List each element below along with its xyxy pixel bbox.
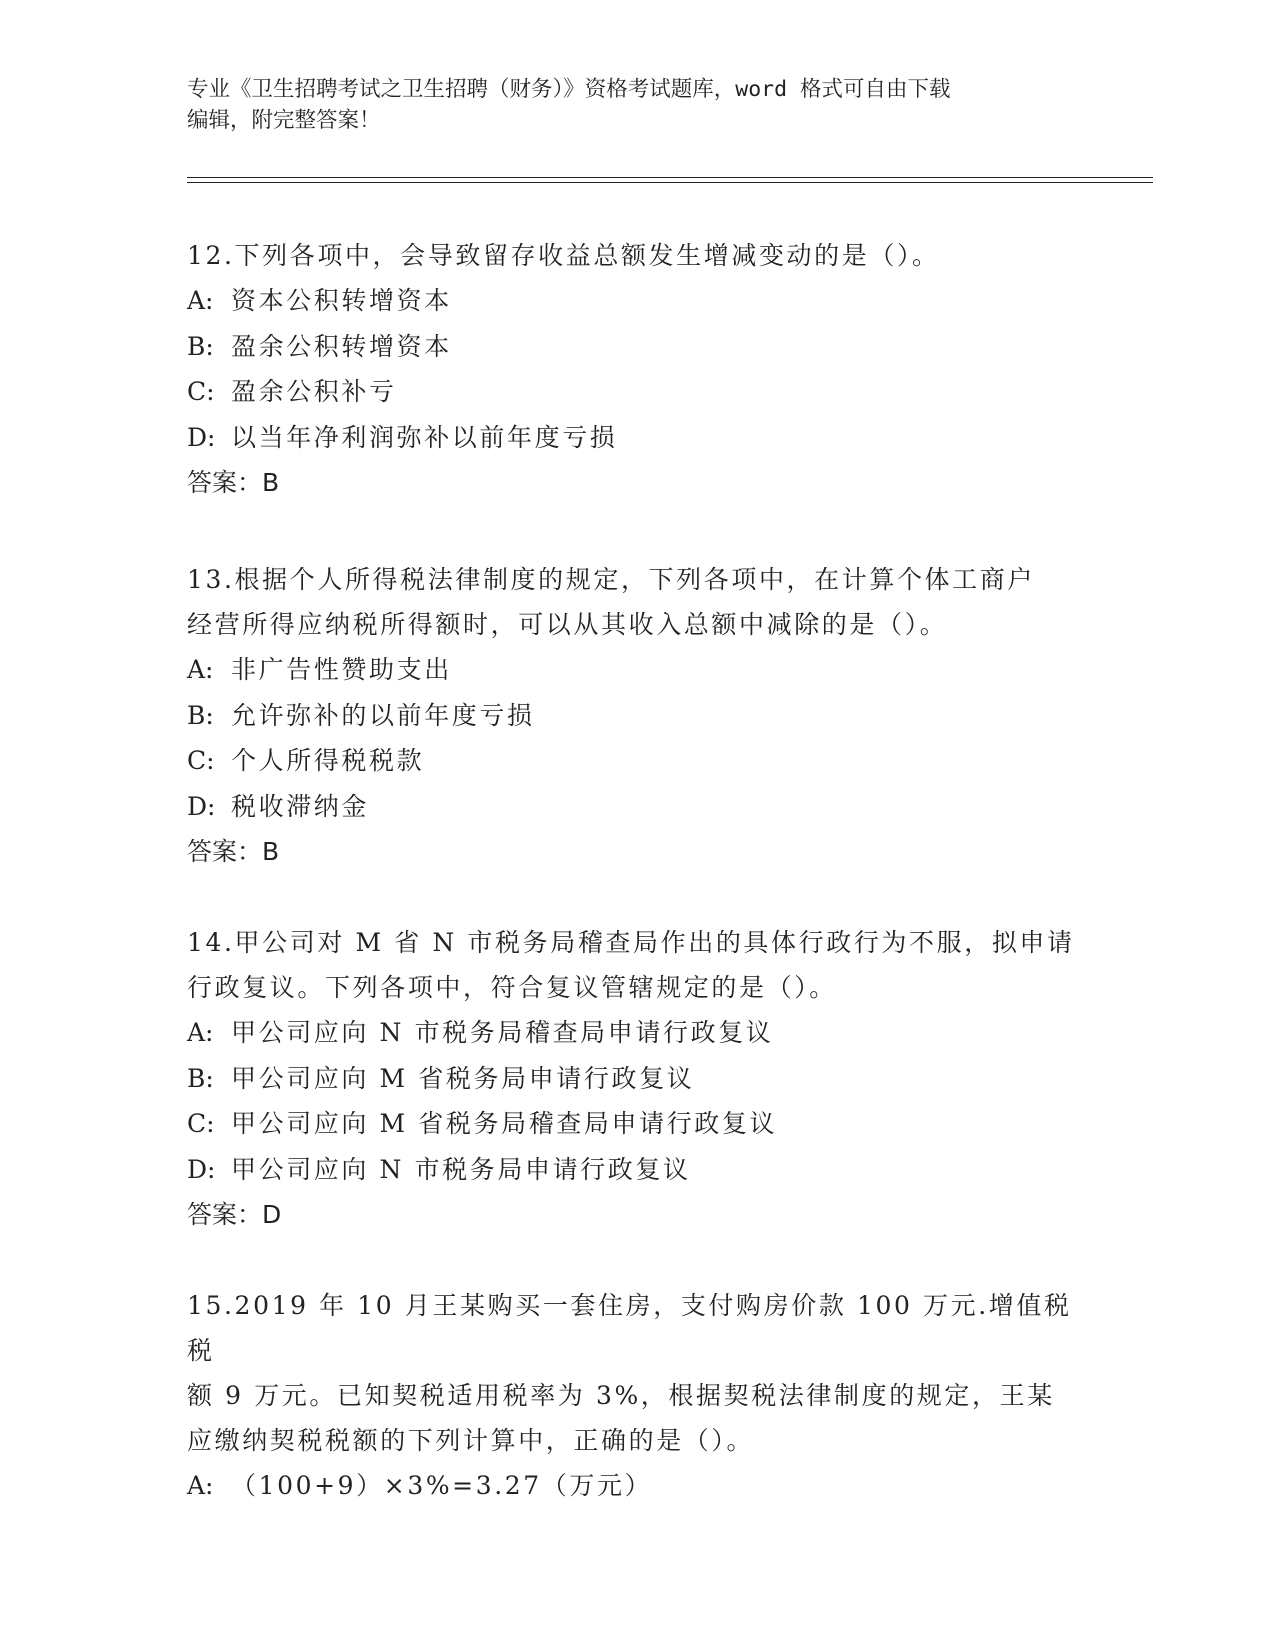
- option-key: A:: [187, 1018, 214, 1047]
- option-a: [187, 278, 1087, 324]
- option-b: [187, 324, 1087, 370]
- header-divider-bottom: [187, 182, 1153, 183]
- option-text: 甲公司应向 N 市税务局稽查局申请行政复议: [231, 1018, 774, 1047]
- option-text: 甲公司应向 M 省税务局申请行政复议: [231, 1063, 695, 1093]
- option-text: 盈余公积补亏: [231, 377, 397, 406]
- answer-line: 答案：B: [187, 837, 280, 866]
- option-a: [187, 1010, 1087, 1056]
- question-12: [187, 233, 1087, 505]
- header-divider-top: [187, 177, 1153, 178]
- option-key: C:: [187, 746, 215, 775]
- question-stem: 12.下列各项中，会导致留存收益总额发生增减变动的是（）。: [187, 241, 940, 270]
- question-stem-line: 经营所得应纳税所得额时，可以从其收入总额中减除的是（）。: [187, 610, 948, 639]
- option-text: 允许弥补的以前年度亏损: [231, 700, 535, 730]
- option-c: [187, 738, 1087, 784]
- option-a: [187, 1463, 1087, 1509]
- option-a: [187, 647, 1087, 693]
- option-key: B:: [187, 1063, 214, 1093]
- question-stem-line: 14.甲公司对 M 省 N 市税务局稽查局作出的具体行政行为不服，拟申请: [187, 928, 1075, 957]
- option-text: 个人所得税税款: [231, 746, 425, 775]
- question-stem-line: 13.根据个人所得税法律制度的规定，下列各项中，在计算个体工商户: [187, 565, 1035, 594]
- option-key: D:: [187, 791, 216, 821]
- option-text: 甲公司应向 M 省税务局稽查局申请行政复议: [231, 1109, 778, 1138]
- option-text: 资本公积转增资本: [231, 286, 452, 315]
- option-key: B:: [187, 331, 214, 361]
- option-key: A:: [187, 1471, 214, 1500]
- option-d: [187, 1147, 1087, 1193]
- answer-line: 答案：B: [187, 468, 280, 497]
- question-stem-line: 15.2019 年 10 月王某购买一套住房，支付购房价款 100 万元.增值税税: [187, 1291, 1072, 1365]
- option-text: 甲公司应向 N 市税务局申请行政复议: [231, 1154, 691, 1184]
- option-b: [187, 693, 1087, 739]
- header-line-2: 编辑，附完整答案！: [187, 108, 381, 133]
- option-text: 盈余公积转增资本: [231, 331, 452, 361]
- option-b: [187, 1056, 1087, 1102]
- option-c: [187, 369, 1087, 415]
- option-text: 非广告性赞助支出: [231, 655, 452, 684]
- option-d: [187, 784, 1087, 830]
- option-key: A:: [187, 286, 214, 315]
- option-key: B:: [187, 700, 214, 730]
- option-c: [187, 1101, 1087, 1147]
- answer-line: 答案：D: [187, 1200, 282, 1229]
- header-line-1: 专业《卫生招聘考试之卫生招聘（财务）》资格考试题库，word 格式可自由下载: [187, 77, 951, 102]
- question-13: [187, 557, 1087, 874]
- option-key: C:: [187, 1109, 215, 1138]
- option-text: 税收滞纳金: [231, 791, 370, 821]
- option-text: （100+9）×3%=3.27（万元）: [231, 1471, 653, 1500]
- question-15: [187, 1283, 1087, 1509]
- question-14: [187, 920, 1087, 1237]
- question-stem-line: 额 9 万元。已知契税适用税率为 3%，根据契税法律制度的规定，王某: [187, 1381, 1055, 1410]
- question-stem-line: 应缴纳契税税额的下列计算中，正确的是（）。: [187, 1426, 755, 1455]
- question-stem-line: 行政复议。下列各项中，符合复议管辖规定的是（）。: [187, 973, 837, 1002]
- option-key: D:: [187, 422, 216, 452]
- option-text: 以当年净利润弥补以前年度亏损: [231, 422, 618, 452]
- document-header: [187, 74, 1087, 136]
- option-key: D:: [187, 1154, 216, 1184]
- option-d: [187, 415, 1087, 461]
- option-key: C:: [187, 377, 215, 406]
- option-key: A:: [187, 655, 214, 684]
